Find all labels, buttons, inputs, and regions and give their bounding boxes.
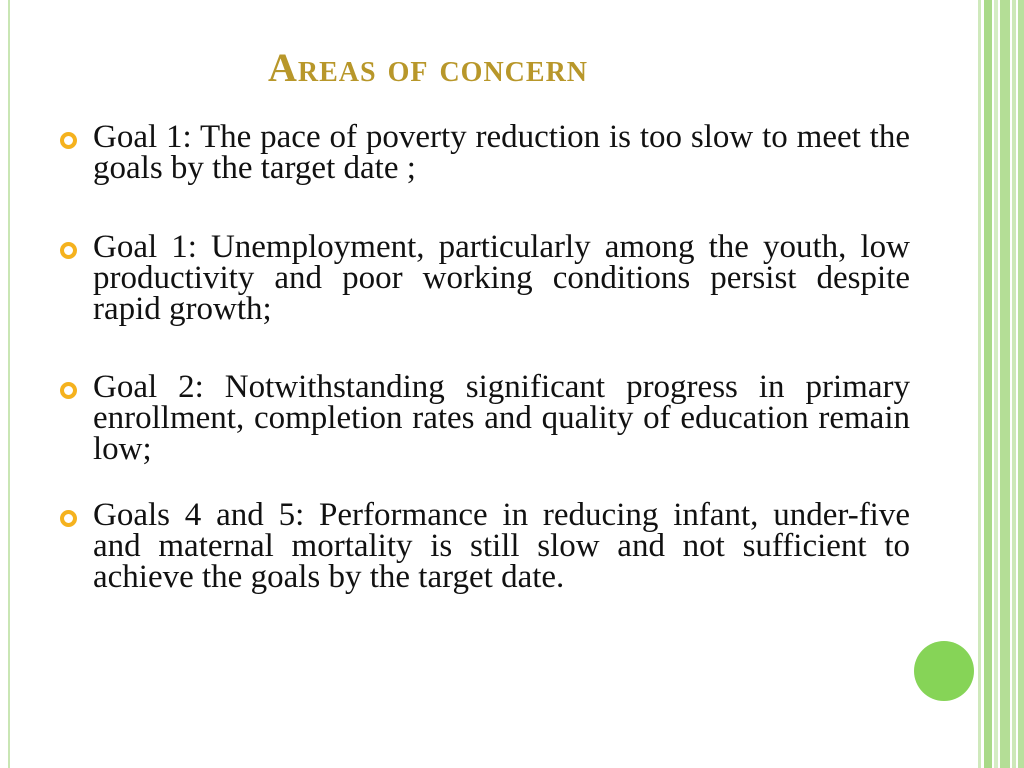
- bullet-item: [60, 369, 910, 467]
- stripe-line: [994, 0, 998, 768]
- bullet-circle-icon: [60, 510, 77, 527]
- bullet-item: [60, 497, 910, 595]
- bullet-circle-icon: [60, 382, 77, 399]
- bullet-item: [60, 229, 910, 327]
- bullet-circle-icon: [60, 242, 77, 259]
- stripe-line: [1018, 0, 1024, 768]
- bullet-text: Goal 1: Unemployment, particularly among the youth, low productivity and poor working conditions persist despite rapid growth;: [93, 229, 910, 327]
- bullet-text: Goals 4 and 5: Performance in reducing infant, under-five and maternal mortality is still slow and not sufficient to achieve the goals by the target date.: [93, 497, 910, 595]
- stripe-line: [1000, 0, 1010, 768]
- stripe-line: [978, 0, 981, 768]
- right-decorative-stripes: [978, 0, 1024, 768]
- slide-title: Areas of concern: [268, 45, 589, 90]
- stripe-line: [984, 0, 992, 768]
- left-border-line: [8, 0, 10, 768]
- stripe-line: [1012, 0, 1016, 768]
- bullet-circle-icon: [60, 132, 77, 149]
- bullet-text: Goal 2: Notwithstanding significant progress in primary enrollment, completion rates and quality of education remain low;: [93, 369, 910, 467]
- bullet-item: [60, 119, 910, 186]
- bullet-text: Goal 1: The pace of poverty reduction is too slow to meet the goals by the target date ;: [93, 119, 910, 186]
- green-circle-decoration: [914, 641, 974, 701]
